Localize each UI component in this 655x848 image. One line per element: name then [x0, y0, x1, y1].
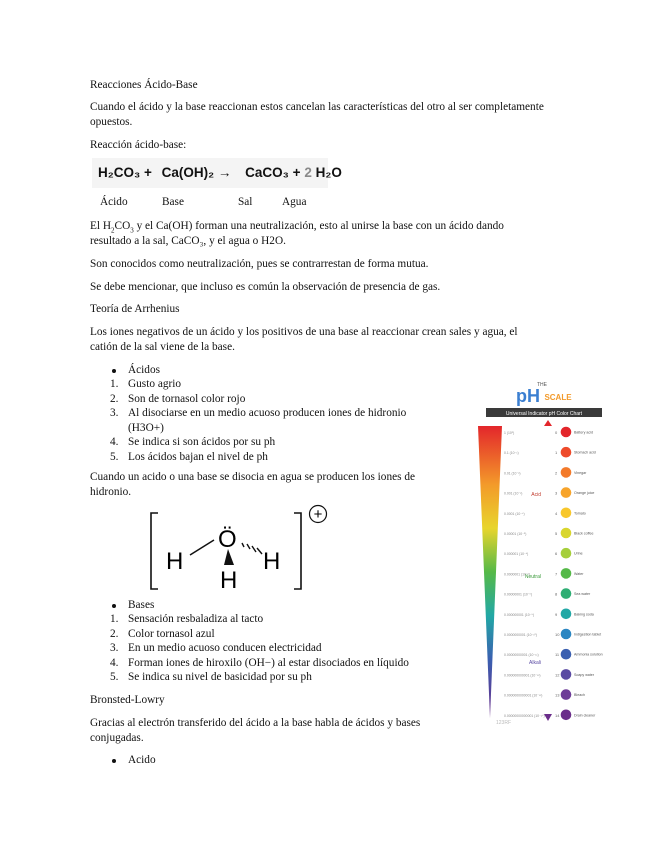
ph-item-icon — [561, 669, 572, 680]
ph-item-label: Orange juice — [574, 491, 595, 496]
ph-number-label: 10 — [555, 632, 560, 637]
ph-number-label: 1 — [555, 450, 558, 456]
page-title: Reacciones Ácido-Base — [90, 79, 198, 91]
bond-right-dashed — [242, 543, 262, 554]
ph-concentration-label: 0.01 (10⁻²) — [504, 471, 521, 476]
list-item: 5. Se indica su nivel de basicidad por su ph — [110, 671, 312, 683]
hydronium-paragraph: Cuando un acido o una base se disocia en agua se producen los iones de hidronio. — [90, 471, 416, 498]
ph-number-label: 12 — [555, 672, 560, 678]
ph-item-icon — [561, 649, 572, 660]
ph-watermark: 123RF — [496, 720, 512, 726]
ph-subheader: Universal Indicator pH Color Chart — [505, 411, 583, 417]
ph-acid-label: Acid — [531, 492, 541, 498]
ph-number-label: 0 — [555, 430, 558, 435]
left-bracket — [151, 513, 158, 589]
ph-concentration-label: 0.0000000001 (10⁻¹⁰) — [504, 633, 537, 637]
ph-neutral-label: Neutral — [524, 574, 541, 580]
ph-item-label: Tomato — [574, 511, 586, 516]
list-item: 1. Sensación resbaladiza al tacto — [110, 613, 264, 625]
list-item: 2. Son de tornasol color rojo — [110, 392, 246, 405]
ph-item-icon — [561, 588, 572, 599]
ph-number-label: 3 — [555, 490, 558, 496]
ph-item-label: Vinegar — [574, 470, 587, 475]
neutralization-paragraph: Son conocidos como neutralización, pues se contrarrestan de forma mutua. — [90, 258, 429, 270]
ph-item-icon — [561, 508, 572, 519]
ph-concentration-label: 0.000001 (10⁻⁶) — [504, 552, 529, 557]
bronsted-paragraph: Gracias al electrón transferido del ácido a la base habla de ácidos y bases conjugadas. — [90, 717, 421, 744]
ph-item-icon — [561, 568, 572, 579]
positive-charge: + — [313, 506, 323, 523]
ph-item-label: Stomach acid — [574, 450, 596, 455]
hydronium-structure — [148, 503, 338, 593]
ph-number-label: 6 — [555, 551, 558, 557]
ph-number-label: 5 — [555, 531, 558, 536]
ph-item-label: Black coffee — [574, 531, 594, 536]
ph-number-label: 11 — [555, 652, 560, 658]
ph-item-label: Sea water — [574, 592, 591, 597]
ph-item-label: Soapy water — [574, 672, 594, 677]
ph-number-label: 9 — [555, 611, 558, 617]
ph-concentration-label: 0.00000001 (10⁻⁸) — [504, 592, 533, 597]
list-item: 3. Al disociarse en un medio acuoso producen iones de hidronio (H3O+) — [110, 407, 407, 434]
arrhenius-paragraph: Los iones negativos de un ácido y los positivos de una base al reaccionar crean sales y agua, el catión de la sal viene de la base. — [90, 326, 518, 353]
water-coefficient: 2 — [304, 165, 312, 180]
ph-item-icon — [561, 710, 572, 721]
ph-concentration-label: 0.0001 (10⁻⁴) — [504, 511, 525, 516]
ph-item-label: Urine — [574, 551, 583, 556]
product-h2o: H₂O — [315, 165, 342, 180]
hydrogen-bottom: H — [220, 567, 238, 593]
ph-item-label: Baking soda — [574, 612, 594, 617]
ph-scale-chart — [468, 378, 608, 726]
ph-item-label: Drain cleaner — [574, 713, 596, 718]
bases-bullet-list — [90, 598, 435, 613]
reactant-caoh2: Ca(OH)₂ → — [161, 165, 232, 180]
ph-number-label: 7 — [555, 571, 558, 577]
list-item: 2. Color tornasol azul — [110, 627, 215, 640]
intro-paragraph: Cuando el ácido y la base reaccionan estos cancelan las características del otro al ser completamente opuestos. — [90, 101, 544, 128]
ph-item-icon — [561, 609, 572, 620]
label-base: Base — [162, 196, 184, 208]
explanation-ca: y el Ca(OH) — [136, 220, 193, 232]
product-caco3: CaCO₃ + — [245, 165, 301, 180]
ph-item-label: Water — [574, 571, 584, 576]
ph-number-label: 14 — [555, 712, 560, 718]
right-bracket — [294, 513, 301, 589]
list-item: Acido — [90, 753, 435, 768]
ph-rows — [504, 427, 603, 720]
gas-paragraph: Se debe mencionar, que incluso es común la observación de presencia de gas. — [90, 281, 441, 293]
acids-bullet-list — [90, 363, 430, 378]
ph-arrow-top — [544, 420, 552, 426]
ph-alkali-label: Alkali — [529, 660, 541, 666]
ph-item-label: Bleach — [574, 693, 585, 698]
label-acid: Ácido — [100, 196, 128, 208]
ph-concentration-label: 0.001 (10⁻³) — [504, 491, 523, 496]
ph-concentration-label: 0.0000001 (10⁻⁷) — [504, 572, 531, 577]
list-item: 4. Forman iones de hiroxilo (OH−) al estar disociados en líquido — [110, 656, 409, 669]
ph-concentration-label: 0.000000000001 (10⁻¹²) — [504, 673, 541, 678]
last-bullet-list — [90, 753, 435, 768]
oxygen-atom: Ö — [218, 526, 237, 553]
list-item: Bases — [90, 598, 435, 613]
bronsted-heading: Bronsted-Lowry — [90, 694, 165, 706]
ph-header-scale: SCALE — [544, 393, 572, 402]
ph-item-label: Battery acid — [574, 430, 593, 435]
explanation-pre: El H — [90, 220, 112, 232]
list-item: Ácidos — [90, 363, 430, 378]
ph-header-ph: pH — [516, 386, 540, 406]
ph-item-icon — [561, 487, 572, 498]
ph-number-label: 2 — [555, 470, 558, 476]
ph-concentration-label: 0.00000000001 (10⁻¹¹) — [504, 653, 539, 658]
ph-header-small: THE — [537, 382, 547, 388]
reaction-label: Reacción ácido-base: — [90, 139, 187, 151]
ph-item-icon — [561, 629, 572, 640]
ph-number-label: 4 — [555, 510, 558, 516]
ph-item-icon — [561, 548, 572, 559]
ph-number-label: 8 — [555, 591, 558, 597]
bases-list — [90, 612, 435, 685]
ph-concentration-label: 0.0000000000001 (10⁻¹³) — [504, 693, 543, 698]
explanation-paragraph: El $H_2CO_3$ y el Ca(OH) forman una neutralización, esto al unirse la base con un ácido dando resultado a la sal, CaCO₃, y el agua o H2O. — [90, 220, 504, 247]
list-item: 3. En un medio acuoso conducen electricidad — [110, 642, 322, 654]
equation-labels — [100, 195, 340, 211]
arrhenius-heading: Teoría de Arrhenius — [90, 303, 180, 315]
list-item: 5. Los ácidos bajan el nivel de ph — [110, 450, 268, 463]
ph-item-icon — [561, 447, 572, 458]
explanation-mid: CO — [114, 220, 131, 232]
ph-item-icon — [561, 467, 572, 478]
hydrogen-left: H — [166, 548, 184, 575]
ph-concentration-label: 0.00000000000001 (10⁻¹⁴) — [504, 713, 545, 718]
ph-concentration-label: 1 (10⁰) — [504, 431, 515, 435]
label-salt: Sal — [238, 196, 253, 208]
chemical-equation — [92, 158, 342, 188]
ph-concentration-label: 0.000000001 (10⁻⁹) — [504, 612, 535, 617]
ph-item-icon — [561, 528, 572, 539]
ph-item-label: Indigestion tablet — [574, 632, 602, 637]
list-item: 1. Gusto agrio — [110, 378, 182, 390]
ph-gradient-wedge — [478, 426, 502, 718]
ph-item-icon — [561, 427, 572, 438]
ph-item-icon — [561, 689, 572, 700]
ph-item-label: Ammonia solution — [574, 652, 603, 657]
ph-arrow-bottom — [544, 714, 552, 721]
bond-left — [190, 540, 214, 555]
ph-number-label: 13 — [555, 692, 560, 698]
reactant-h2co3: H₂CO₃ + — [98, 165, 152, 180]
acids-list — [90, 377, 430, 464]
label-water: Agua — [282, 196, 307, 208]
ph-concentration-label: 0.00001 (10⁻⁵) — [504, 532, 527, 536]
ph-concentration-label: 0.1 (10⁻¹) — [504, 451, 519, 456]
explanation-tail: forman una neutralización, esto al unirse la base con un ácido dando resultado a la sal, CaCO₃, y el agua o H2O. — [90, 220, 504, 247]
list-item: 4. Se indica si son ácidos por su ph — [110, 436, 276, 448]
hydrogen-right: H — [263, 548, 281, 575]
